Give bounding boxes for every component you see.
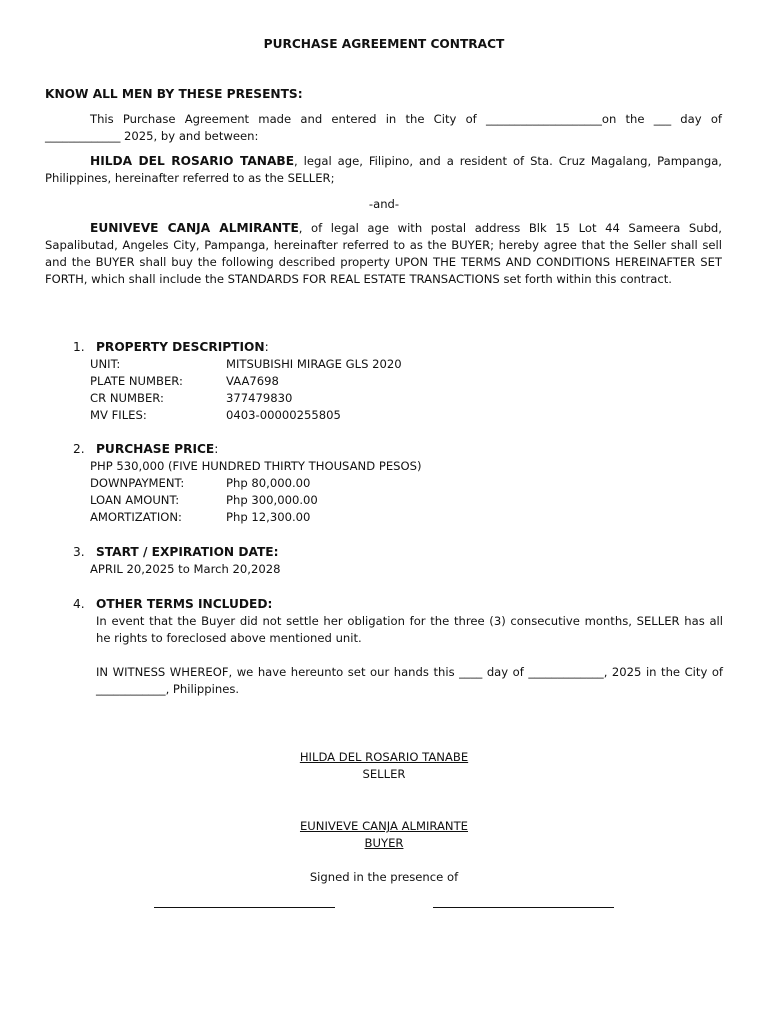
property-value: 377479830 xyxy=(226,391,293,405)
property-label: CR NUMBER: xyxy=(90,391,164,405)
seller-name: HILDA DEL ROSARIO TANABE xyxy=(90,154,295,168)
price-label: AMORTIZATION: xyxy=(90,510,182,524)
section-purchase-price xyxy=(73,441,723,526)
property-value: 0403-00000255805 xyxy=(226,408,341,422)
section-colon: : xyxy=(214,442,219,456)
section-title: START / EXPIRATION DATE: xyxy=(96,545,279,559)
document-title: PURCHASE AGREEMENT CONTRACT xyxy=(263,37,505,51)
seller-paragraph xyxy=(45,153,722,187)
price-row xyxy=(73,509,723,526)
date-range: APRIL 20,2025 to March 20,2028 xyxy=(90,562,281,576)
property-value: MITSUBISHI MIRAGE GLS 2020 xyxy=(226,357,402,371)
section-heading xyxy=(73,441,723,458)
witness-signature-line-right[interactable] xyxy=(433,907,614,908)
seller-signature-name: HILDA DEL ROSARIO TANABE xyxy=(299,750,469,764)
buyer-text: , of legal age with postal address Blk 15 Lot 44 Sameera Subd, Sapalibutad, Angeles City, Pampanga, hereinafter referred to as the BUYER; hereby agree that the Seller shall sell and the BUYER shall buy the following described property UPON THE TERMS AND CONDITIONS HEREINAFTER SET FORTH, which shall include the STANDARDS FOR REAL ESTATE TRANSACTIONS set forth within this contract. xyxy=(45,221,722,286)
intro-paragraph xyxy=(45,111,722,145)
section-heading xyxy=(73,596,723,613)
price-label: DOWNPAYMENT: xyxy=(90,476,185,490)
terms-body: In event that the Buyer did not settle her obligation for the three (3) consecutive months, SELLER has all he rights to foreclosed above mentioned unit. xyxy=(96,614,723,645)
section-number: 1. xyxy=(73,340,85,354)
section-number: 2. xyxy=(73,442,85,456)
property-row xyxy=(73,373,723,390)
seller-text: , legal age, Filipino, and a resident of Sta. Cruz Magalang, Pampanga, Philippines, hereinafter referred to as the SELLER; xyxy=(45,154,722,185)
know-all-men-heading: KNOW ALL MEN BY THESE PRESENTS: xyxy=(45,87,303,101)
section-number: 4. xyxy=(73,597,85,611)
price-row xyxy=(73,475,723,492)
witness-signature-line-left[interactable] xyxy=(154,907,335,908)
section-heading xyxy=(73,544,723,561)
section-title: PURCHASE PRICE xyxy=(96,442,215,456)
intro-text: This Purchase Agreement made and entered in the City of ____________________on the ___ day of _____________ 2025, by and between: xyxy=(45,112,722,143)
price-value: Php 12,300.00 xyxy=(226,510,311,524)
buyer-paragraph xyxy=(45,220,722,288)
property-label: MV FILES: xyxy=(90,408,147,422)
section-property-description xyxy=(73,339,723,424)
property-row xyxy=(73,356,723,373)
property-row xyxy=(73,407,723,424)
buyer-role: BUYER xyxy=(364,836,404,850)
section-other-terms xyxy=(73,596,723,698)
price-row xyxy=(73,492,723,509)
price-label: LOAN AMOUNT: xyxy=(90,493,180,507)
section-colon: : xyxy=(264,340,269,354)
section-start-expiration xyxy=(73,544,723,578)
price-value: Php 300,000.00 xyxy=(226,493,318,507)
buyer-name: EUNIVEVE CANJA ALMIRANTE xyxy=(90,221,299,235)
price-total: PHP 530,000 (FIVE HUNDRED THIRTY THOUSAND PESOS) xyxy=(90,459,422,473)
section-number: 3. xyxy=(73,545,85,559)
price-value: Php 80,000.00 xyxy=(226,476,311,490)
property-label: UNIT: xyxy=(90,357,121,371)
signed-in-presence: Signed in the presence of xyxy=(309,870,459,884)
property-row xyxy=(73,390,723,407)
and-separator: -and- xyxy=(368,197,400,211)
section-title: PROPERTY DESCRIPTION xyxy=(96,340,265,354)
seller-role: SELLER xyxy=(362,767,406,781)
section-heading xyxy=(73,339,723,356)
property-value: VAA7698 xyxy=(226,374,279,388)
section-title: OTHER TERMS INCLUDED: xyxy=(96,597,273,611)
witness-clause: IN WITNESS WHEREOF, we have hereunto set our hands this ____ day of _____________, 2025 in the City of ____________, Philippines. xyxy=(96,665,723,696)
buyer-signature-name: EUNIVEVE CANJA ALMIRANTE xyxy=(299,819,469,833)
property-label: PLATE NUMBER: xyxy=(90,374,183,388)
